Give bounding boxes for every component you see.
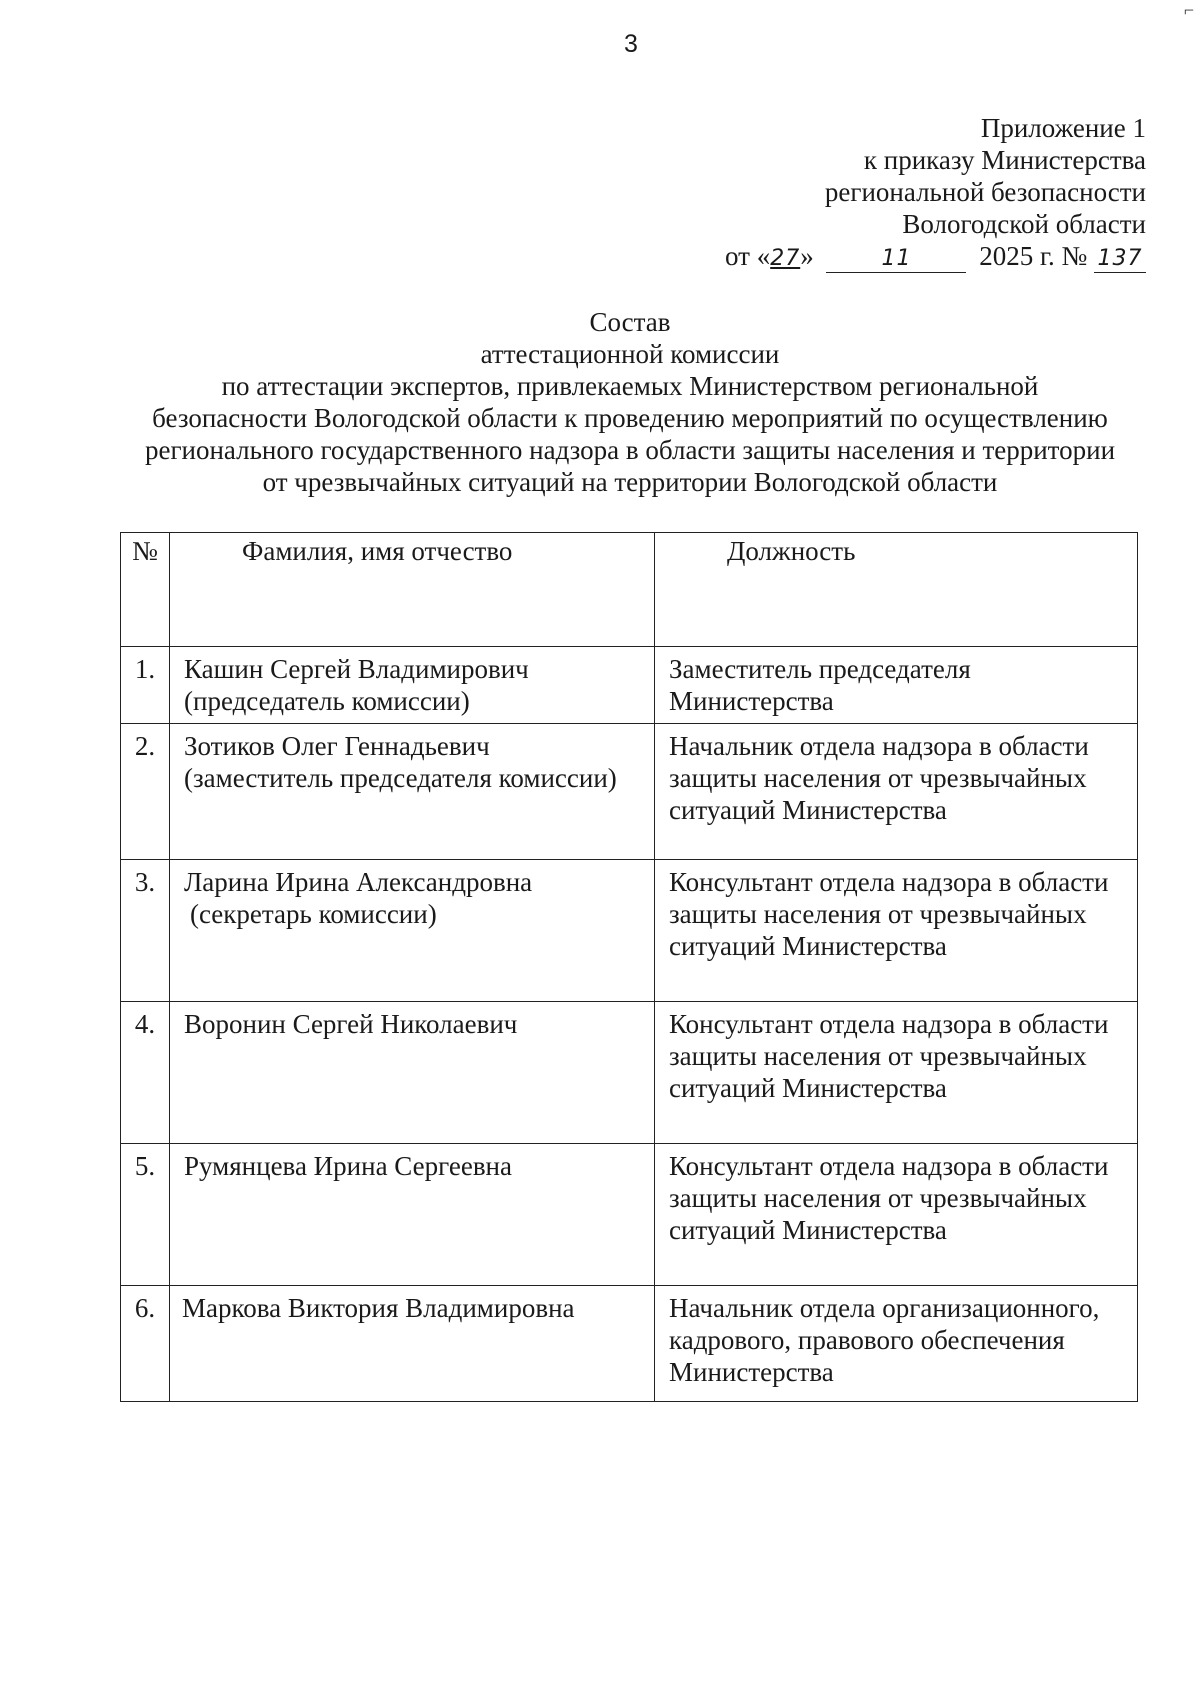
appendix-header xyxy=(725,112,1146,275)
member-name: Ларина Ирина Александровна xyxy=(184,867,533,897)
appendix-line-3: региональной безопасности xyxy=(824,177,1146,207)
table-row xyxy=(121,1286,1138,1402)
title-line-3: по аттестации экспертов, привлекаемых Министерством региональной xyxy=(221,371,1039,401)
member-position: Консультант отдела надзора в области защиты населения от чрезвычайных ситуаций Министерства xyxy=(655,860,1138,1002)
table-row xyxy=(121,724,1138,860)
appendix-line-4: Вологодской области xyxy=(902,209,1146,239)
member-position: Консультант отдела надзора в области защиты населения от чрезвычайных ситуаций Министерства xyxy=(655,1144,1138,1286)
title-line-2: аттестационной комиссии xyxy=(480,339,780,369)
header-name: Фамилия, имя отчество xyxy=(170,533,655,647)
member-cell xyxy=(170,1144,655,1286)
member-name: Маркова Виктория Владимировна xyxy=(182,1293,575,1323)
date-prefix: от « xyxy=(725,241,771,271)
handwritten-day: 27 xyxy=(770,246,801,271)
row-num: 1. xyxy=(121,647,170,724)
member-cell xyxy=(170,1286,655,1402)
table-header-row xyxy=(121,533,1138,647)
title-line-4: безопасности Вологодской области к проведению мероприятий по осуществлению xyxy=(152,403,1108,433)
table-row xyxy=(121,1144,1138,1286)
row-num: 3. xyxy=(121,860,170,1002)
member-cell xyxy=(170,1002,655,1144)
member-role: (председатель комиссии) xyxy=(184,686,470,716)
member-position: Консультант отдела надзора в области защиты населения от чрезвычайных ситуаций Министерства xyxy=(655,1002,1138,1144)
date-mid: » xyxy=(800,241,814,271)
month-blank xyxy=(826,243,966,273)
header-position: Должность xyxy=(655,533,1138,647)
member-name: Румянцева Ирина Сергеевна xyxy=(184,1151,512,1181)
title-line-6: от чрезвычайных ситуаций на территории Вологодской области xyxy=(262,467,998,497)
appendix-line-2: к приказу Министерства xyxy=(863,145,1146,175)
header-num: № xyxy=(121,533,170,647)
member-position: Начальник отдела организационного, кадрового, правового обеспечения Министерства xyxy=(655,1286,1138,1402)
member-cell xyxy=(170,724,655,860)
table-row xyxy=(121,860,1138,1002)
member-position: Заместитель председателя Министерства xyxy=(655,647,1138,724)
row-num: 4. xyxy=(121,1002,170,1144)
member-name: Зотиков Олег Геннадьевич xyxy=(184,731,490,761)
title-line-1: Состав xyxy=(589,307,671,337)
member-name: Кашин Сергей Владимирович xyxy=(184,654,529,684)
document-title xyxy=(100,306,1160,498)
row-num: 5. xyxy=(121,1144,170,1286)
corner-mark: ⌐ xyxy=(1183,0,1194,20)
title-line-5: регионального государственного надзора в области защиты населения и территории xyxy=(144,435,1116,465)
member-role: (секретарь комиссии) xyxy=(190,899,437,929)
handwritten-order-number: 137 xyxy=(1097,246,1143,271)
row-num: 2. xyxy=(121,724,170,860)
handwritten-month: 11 xyxy=(881,246,912,271)
member-role: (заместитель председателя комиссии) xyxy=(184,763,617,793)
table-row xyxy=(121,1002,1138,1144)
appendix-line-1: Приложение 1 xyxy=(980,113,1146,143)
member-cell xyxy=(170,860,655,1002)
year-and-number-label: 2025 г. № xyxy=(979,241,1088,271)
member-position: Начальник отдела надзора в области защиты населения от чрезвычайных ситуаций Министерства xyxy=(655,724,1138,860)
order-number-blank xyxy=(1094,243,1146,273)
commission-table xyxy=(120,532,1138,1402)
order-date-line xyxy=(725,240,1146,275)
table-row xyxy=(121,647,1138,724)
row-num: 6. xyxy=(121,1286,170,1402)
member-name: Воронин Сергей Николаевич xyxy=(184,1009,518,1039)
page-number: 3 xyxy=(624,30,638,58)
member-cell xyxy=(170,647,655,724)
